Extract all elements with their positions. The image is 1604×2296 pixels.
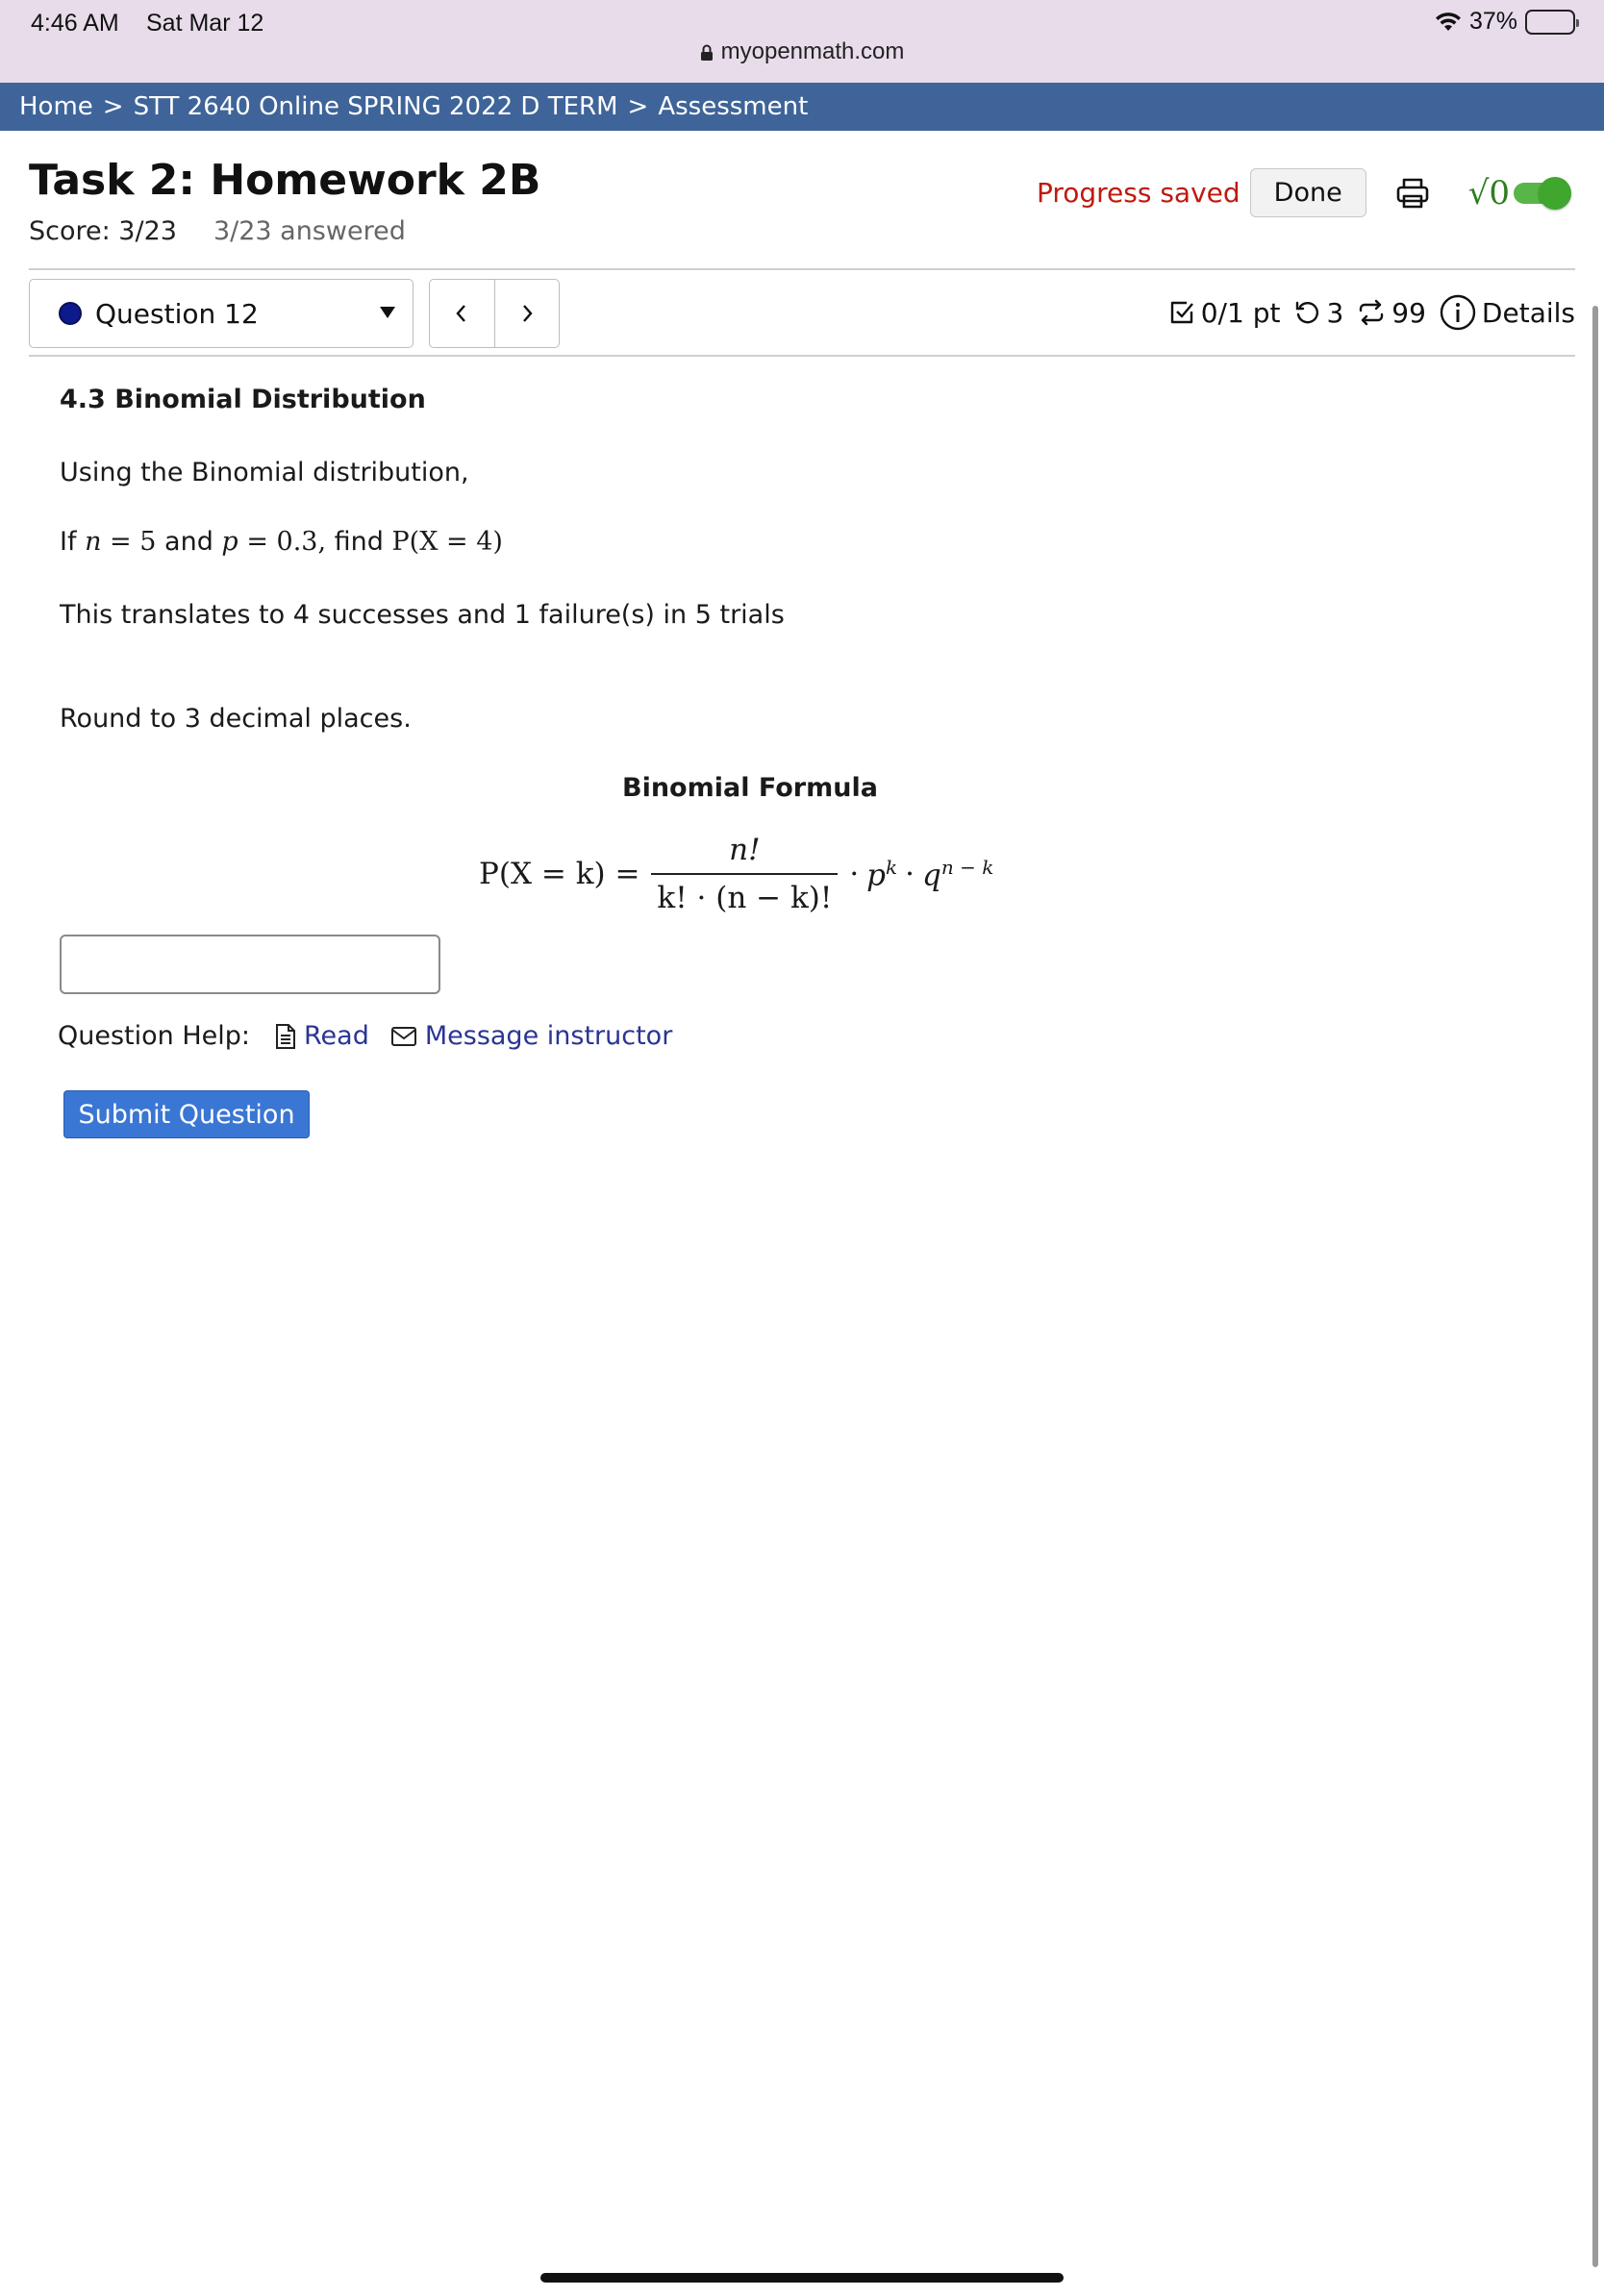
scrollbar[interactable] [1592,306,1598,2267]
battery-icon [1525,10,1575,35]
caret-down-icon [380,307,395,318]
formula-p-term [866,856,897,892]
checkbox-icon [1168,299,1195,326]
message-instructor-link[interactable] [390,1021,672,1051]
help-label: Question Help: [58,1021,250,1051]
formula-q-exp: n − k [940,855,994,879]
section-title: 4.3 Binomial Distribution [60,385,426,414]
progress-status: Progress saved [1036,177,1241,209]
n-value: = 5 [110,527,157,557]
details-label: Details [1481,296,1575,329]
formula-dot: · [905,857,915,891]
attempts-group [1293,297,1343,329]
binomial-formula [479,833,993,915]
score: Score: 3/23 [29,216,177,246]
target-probability: P(X = 4) [391,527,503,557]
translation-text: This translates to 4 successes and 1 failure(s) in 5 trials [60,600,785,630]
next-question-button[interactable] [494,280,560,347]
prev-question-button[interactable] [430,280,494,347]
breadcrumb-separator: > [102,92,124,121]
submit-question-button[interactable]: Submit Question [63,1090,310,1138]
formula-title: Binomial Formula [622,773,878,803]
status-time: 4:46 AM [31,10,119,37]
formula-q-term [922,856,993,892]
points-group [1168,297,1281,329]
and-word: and [164,527,213,557]
toggle-switch[interactable] [1514,183,1567,204]
rounding-instruction: Round to 3 decimal places. [60,704,412,734]
page-title: Task 2: Homework 2B [29,156,541,205]
formula-numerator: n! [729,833,761,867]
formula-fraction [651,833,838,915]
score-line [29,216,406,246]
sqrt-icon: √0 [1467,173,1510,212]
lock-icon [700,44,714,62]
breadcrumb-current: Assessment [658,92,809,121]
question-help [58,1021,672,1051]
question-nav-buttons [429,279,560,348]
done-button[interactable]: Done [1250,168,1366,217]
formula-denominator: k! · (n − k)! [651,873,838,915]
question-intro: Using the Binomial distribution, [60,458,469,487]
formula-p-exp: k [886,855,898,879]
question-select[interactable] [29,279,414,348]
p-value: = 0.3, [246,527,327,557]
points-value: 0/1 pt [1200,296,1281,329]
read-link-label: Read [304,1021,369,1051]
status-bar [0,0,1604,83]
swap-icon [1357,299,1386,326]
print-icon[interactable] [1395,176,1430,211]
versions-value: 99 [1391,296,1426,329]
formula-lhs: P(X = k) = [479,857,640,891]
math-entry-toggle[interactable] [1468,174,1567,212]
question-select-value: Question 12 [95,297,259,330]
status-right [1435,8,1575,36]
retry-icon [1293,299,1320,326]
question-info [1168,294,1575,331]
read-link[interactable] [275,1021,369,1051]
mail-icon [390,1026,417,1047]
divider [29,268,1575,270]
var-p: p [221,527,238,557]
breadcrumb-home[interactable]: Home [19,92,93,121]
wifi-icon [1435,12,1462,33]
question-status-dot-icon [59,302,82,325]
battery-percent: 37% [1468,8,1517,35]
chevron-left-icon [454,303,469,324]
question-given [60,527,503,557]
find-word: find [334,527,384,557]
formula-p-base: p [866,858,887,893]
home-indicator[interactable] [540,2273,1064,2283]
chevron-right-icon [519,303,535,324]
versions-group [1357,297,1426,329]
document-icon [275,1023,296,1050]
breadcrumb-course[interactable]: STT 2640 Online SPRING 2022 D TERM [133,92,618,121]
var-n: n [85,527,102,557]
divider [29,355,1575,357]
message-instructor-label: Message instructor [424,1021,673,1051]
breadcrumb [0,83,1604,131]
answered-count: 3/23 answered [213,216,406,246]
details-button[interactable] [1440,294,1575,331]
breadcrumb-separator: > [627,92,649,121]
given-prefix: If [60,527,77,557]
attempts-value: 3 [1326,296,1344,329]
formula-q-base: q [922,858,941,893]
toggle-knob [1539,177,1571,210]
answer-input[interactable] [60,935,440,994]
header-actions [1037,168,1567,217]
info-icon [1440,294,1476,331]
url-text: myopenmath.com [720,38,905,64]
status-date: Sat Mar 12 [146,10,264,37]
url-bar[interactable] [0,38,1604,65]
formula-dot: · [849,857,860,891]
